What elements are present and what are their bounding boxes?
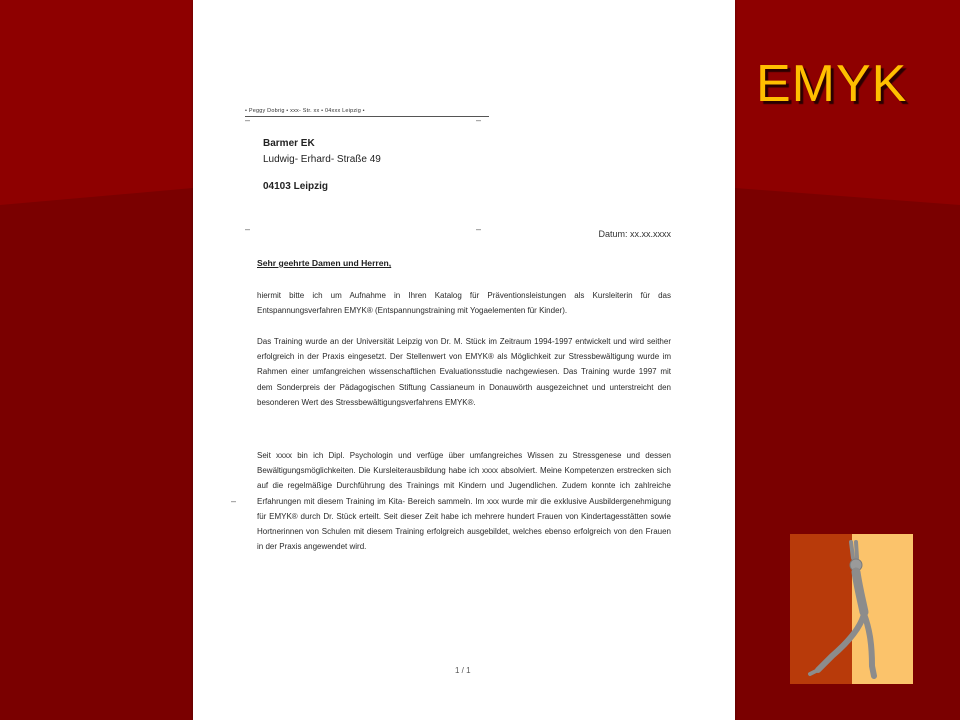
sender-line: • Peggy Dobrig • xxx- Str. xx • 04xxx Leipzig • — [245, 108, 365, 114]
letter-date: Datum: xx.xx.xxxx — [598, 229, 671, 239]
sender-underline — [245, 116, 489, 117]
fold-mark: – — [231, 496, 237, 506]
fold-mark: – — [245, 224, 251, 234]
yoga-pose-icon — [790, 534, 913, 684]
paragraph: hiermit bitte ich um Aufnahme in Ihren Katalog für Präventionsleistungen als Kursleiterin für das Entspannungsverfahren EMYK® (Entspannungstraining mit Yogaelementen für Kinder). — [257, 291, 671, 316]
recipient-street: Ludwig- Erhard- Straße 49 — [263, 154, 381, 165]
page-number: 1 / 1 — [455, 666, 471, 675]
salutation: Sehr geehrte Damen und Herren, — [257, 258, 392, 268]
paragraph: Das Training wurde an der Universität Leipzig von Dr. M. Stück im Zeitraum 1994-1997 entwickelt und wird seither erfolgreich in der Praxis eingesetzt. Der Stellenwert von EMYK® als Möglichkeit zur Stressbewältigung wurde im Rahmen einer umfangreichen wissenschaftlichen Evaluationsstudie nachgewiesen. Das Training wurde 1997 mit dem Sonderpreis der Pädagogischen Stiftung Cassianeum in Donauwörth ausgezeichnet und unterstreicht den besonderen Wert des Stressbewältigungsverfahrens EMYK®. — [257, 337, 671, 407]
fold-mark: – — [476, 115, 482, 125]
letter-document — [193, 0, 735, 720]
recipient-city: 04103 Leipzig — [263, 181, 329, 192]
recipient-name: Barmer EK — [263, 138, 315, 149]
slide-title: EMYK — [756, 55, 908, 113]
fold-mark: – — [476, 224, 482, 234]
paragraph: Seit xxxx bin ich Dipl. Psychologin und verfüge über umfangreiches Wissen zu Stressgenese und dessen Bewältigungsmöglichkeiten. Die Kursleiterausbildung habe ich xxxx absolviert. Meine Kompetenzen erstrecken sich auf die regelmäßige Durchführung des Trainings mit Kindern und Jugendlichen. Zudem konnte ich zahlreiche Erfahrungen mit diesem Training im Kita- Bereich sammeln. Im xxx wurde mir die exklusive Ausbildergenehmigung für EMYK® durch Dr. Stück erteilt. Seit dieser Zeit habe ich mehrere hundert Frauen von Kindertagesstätten sowie Hortnerinnen von Schulen mit diesem Training erfolgreich ausgebildet, welches ebenso erfolgreich von den Frauen in der Praxis angewendet wird. — [257, 451, 671, 552]
fold-mark: – — [245, 115, 251, 125]
